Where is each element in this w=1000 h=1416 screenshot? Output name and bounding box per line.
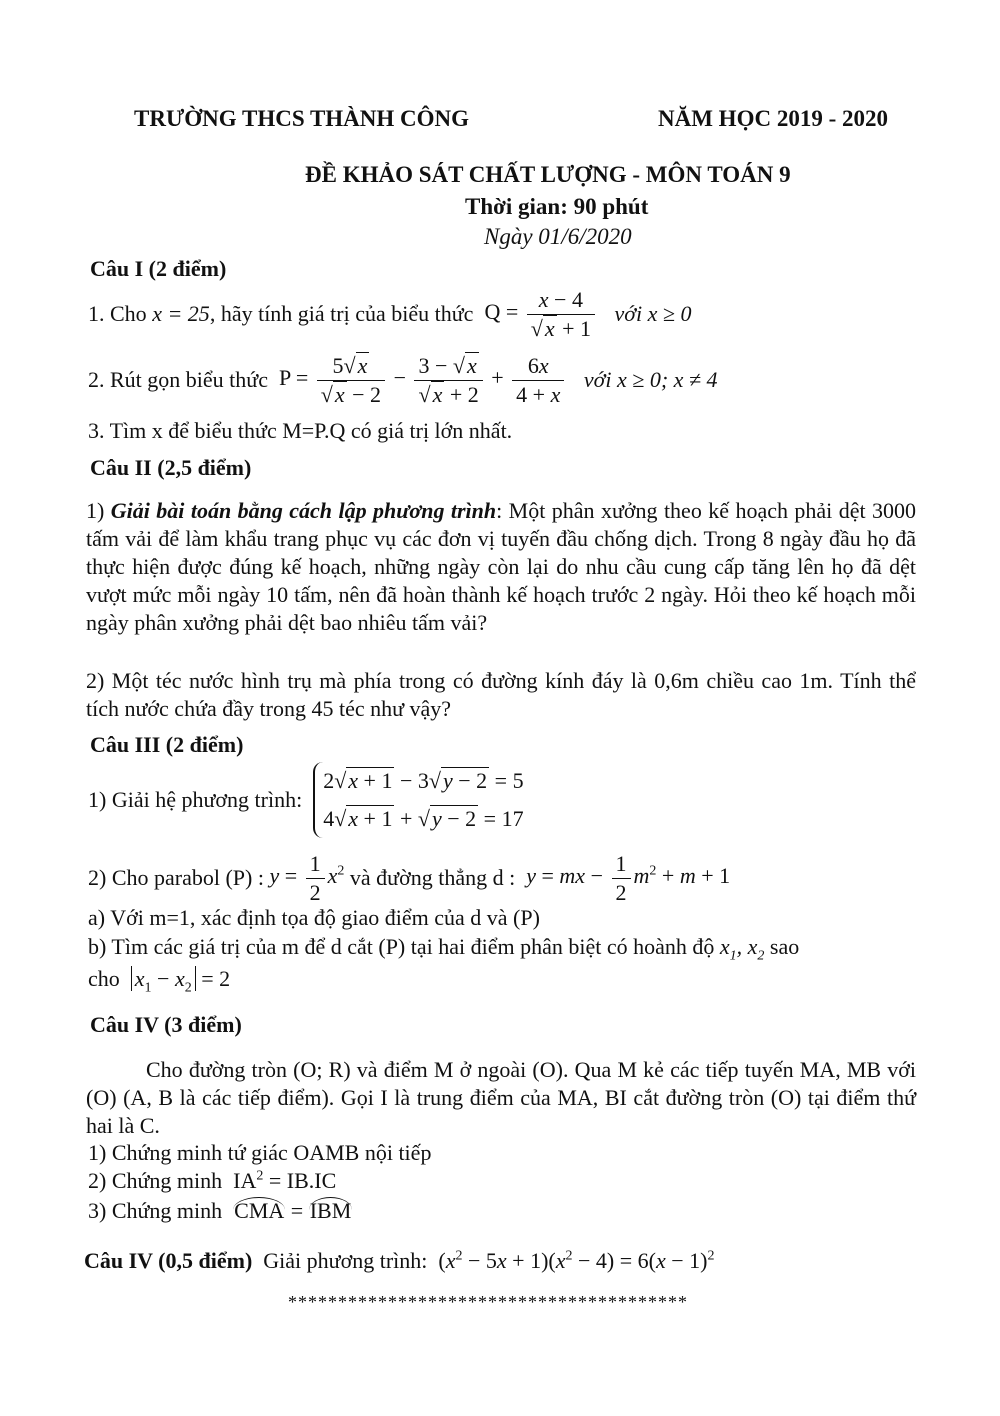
q4-item2-text: 2) Chứng minh <box>88 1168 223 1193</box>
expression-q: Q = $\frac{x - 4}{√x + 1}$ <box>484 286 598 342</box>
q1-item1-text2: , hãy tính giá trị của biểu thức <box>209 301 474 326</box>
question-1-item-2 <box>88 350 717 410</box>
q3-item2-text: 2) Cho parabol (P) : <box>88 865 264 890</box>
question-4-item-2 <box>88 1168 336 1194</box>
question-3-item-b <box>88 934 799 964</box>
exam-time: Thời gian: 90 phút <box>465 194 649 219</box>
q1-item1-text: 1. Cho <box>88 301 147 326</box>
q2-p1-prefix: 1) <box>86 498 105 523</box>
question-4-item-3 <box>88 1198 352 1224</box>
question-4-item-1: 1) Chứng minh tứ giác OAMB nội tiếp <box>88 1140 432 1165</box>
angle-equality: CMA = IBM <box>234 1198 352 1223</box>
question-4-heading: Câu IV (3 điểm) <box>90 1012 242 1037</box>
q4-item3-text: 3) Chứng minh <box>88 1198 223 1223</box>
q3-item1-text: 1) Giải hệ phương trình: <box>88 787 303 812</box>
roots-x1-x2: $x_1$, $x_2$ <box>719 934 765 964</box>
exam-title: ĐỀ KHẢO SÁT CHẤT LƯỢNG - MÔN TOÁN 9 <box>305 162 791 187</box>
question-5-text: Giải phương trình: <box>263 1248 428 1273</box>
school-year: NĂM HỌC 2019 - 2020 <box>658 106 888 131</box>
question-2-heading: Câu II (2,5 điểm) <box>90 455 252 480</box>
question-5 <box>84 1244 714 1278</box>
expression-p: P = $\frac{5√x}{√x - 2}$ − $\frac{3 - √x}{√x + 2}$ + $\frac{6x}{4 + x}$ <box>279 352 567 408</box>
question-3-item-b-cont <box>88 966 230 996</box>
equation-system: 2√x + 1 − 3√y − 2 = 5 4√x + 1 + √y − 2 = 17 <box>313 762 523 838</box>
exam-date: Ngày 01/6/2020 <box>484 224 632 249</box>
question-3-item-1 <box>88 760 524 840</box>
quartic-equation: $(x^2 - 5x + 1)(x^2 - 4) = 6(x - 1)^2$ <box>438 1248 715 1273</box>
question-1-item-3: 3. Tìm x để biểu thức M=P.Q có giá trị lớn nhất. <box>88 418 513 443</box>
q1-item1-condition: với x ≥ 0 <box>614 301 692 326</box>
line-equation: y = mx − $\frac{1}{2}$ $m^2 + m + 1$ <box>526 851 731 905</box>
q3-item2-mid: và đường thẳng d : <box>349 865 516 890</box>
question-4-intro: Cho đường tròn (O; R) và điểm M ở ngoài (O). Qua M kẻ các tiếp tuyến MA, MB với (O) (A, B là các tiếp điểm). Gọi I là trung điểm của MA, BI cắt đường tròn (O) tại điểm thứ hai là C. <box>86 1057 916 1138</box>
q1-item2-text: 2. Rút gọn biểu thức <box>88 367 268 392</box>
question-3-item-a: a) Với m=1, xác định tọa độ giao điểm của d và (P) <box>88 905 540 930</box>
q1-item1-given: x = 25 <box>152 301 210 326</box>
question-1-heading: Câu I (2 điểm) <box>90 256 227 281</box>
question-2-part-1 <box>86 497 916 637</box>
q3-item-b2-text: cho <box>88 966 120 991</box>
q2-p1-body: : Một phân xưởng theo kế hoạch phải dệt 3000 tấm vải để làm khẩu trang phục vụ các đơn vị tuyến đầu chống dịch. Trong 8 ngày đầu họ đã thực hiện được đúng kế hoạch, những ngày còn lại do nhu cầu cung cấp tăng lên họ đã dệt vượt mức mỗi ngày 10 tấm, nên đã hoàn thành kế hoạch trước 2 ngày. Hỏi theo kế hoạch mỗi ngày phân xưởng phải dệt bao nhiêu tấm vải? <box>86 498 916 635</box>
question-3-heading: Câu III (2 điểm) <box>90 732 244 757</box>
footer-stars: **************************************** <box>288 1292 688 1312</box>
abs-condition: $x_1 - x_2 = 2$ <box>131 966 230 991</box>
q2-p1-emphasis: Giải bài toán bằng cách lập phương trình <box>110 498 497 523</box>
school-name: TRƯỜNG THCS THÀNH CÔNG <box>134 106 470 131</box>
question-5-heading: Câu IV (0,5 điểm) <box>84 1248 253 1273</box>
q3-item-b-end: sao <box>769 934 800 959</box>
question-3-item-2 <box>88 848 730 908</box>
q1-item2-condition: với x ≥ 0; x ≠ 4 <box>583 367 718 392</box>
question-1-item-1 <box>88 284 691 344</box>
parabol-equation: y = $\frac{1}{2}$ $x^2$ <box>269 851 345 905</box>
q3-item-b-text: b) Tìm các giá trị của m để d cắt (P) tại hai điểm phân biệt có hoành độ <box>88 934 715 959</box>
question-2-part-2: 2) Một téc nước hình trụ mà phía trong có đường kính đáy là 0,6m chiều cao 1m. Tính thể tích nước chứa đầy trong 45 téc như vậy? <box>86 668 916 721</box>
equation-ia-squared: $IA^2 = IB.IC$ <box>227 1168 337 1193</box>
